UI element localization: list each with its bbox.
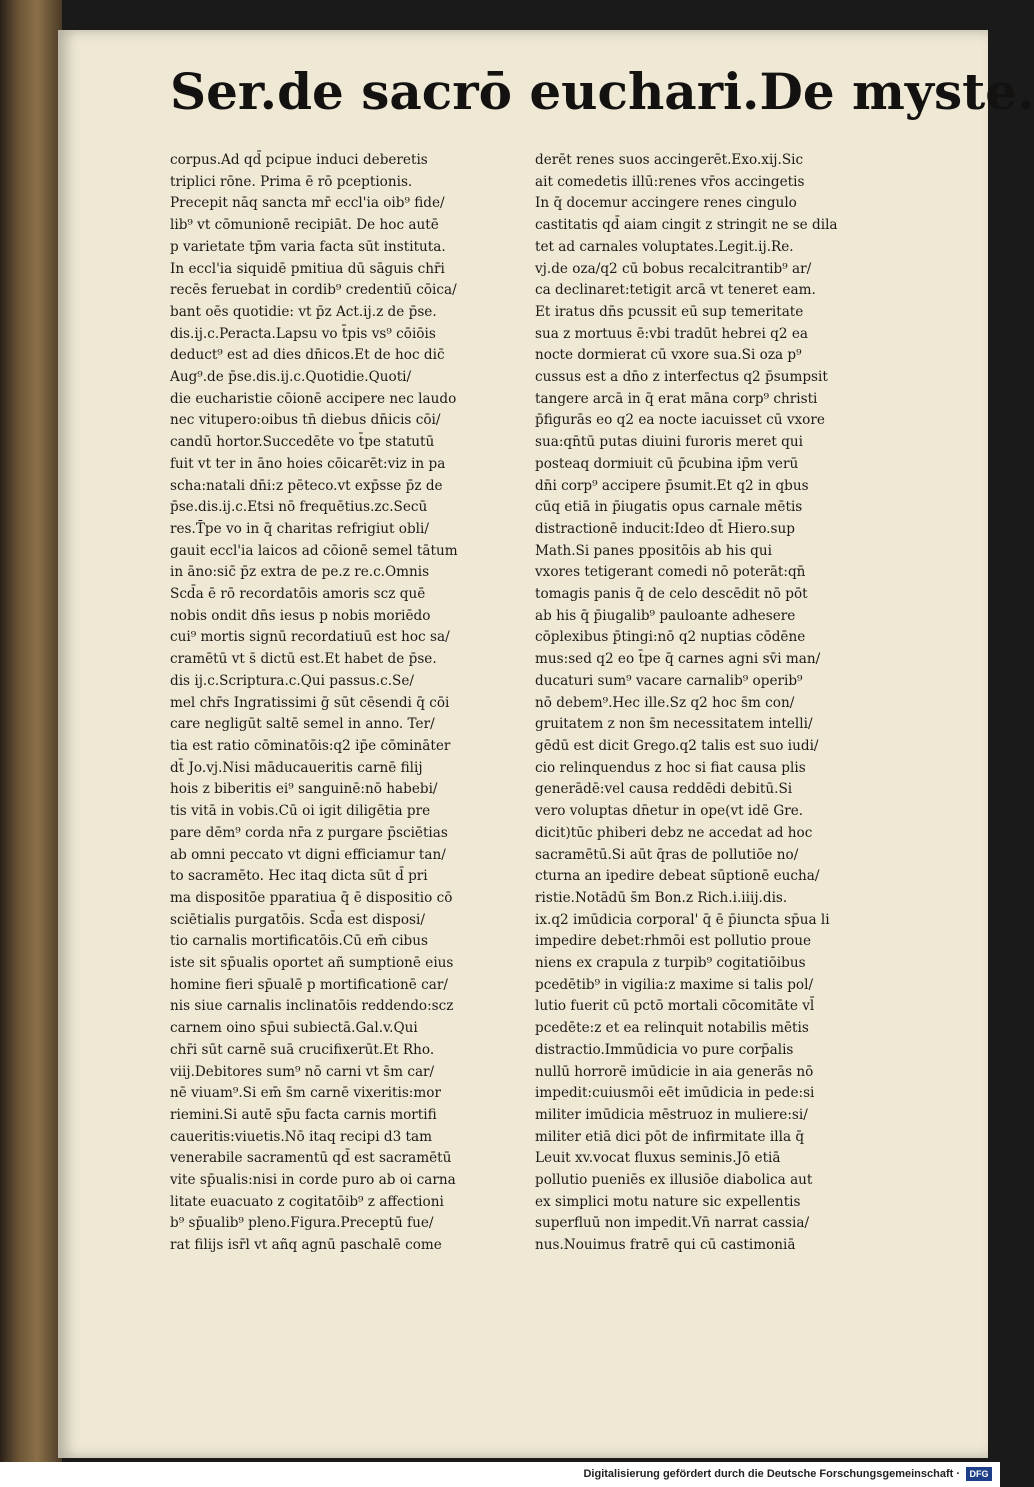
text-line: p̄se.dis.ij.c.Etsi nō frequētius.zc.Secū bbox=[170, 499, 428, 516]
text-line: homine fieri sp̄ualē p mortificationē car/ bbox=[170, 976, 448, 993]
text-line: sua z mortuus ē:vbi tradūt hebrei q2 ea bbox=[535, 325, 808, 342]
text-line: care negligūt saltē semel in anno. Ter/ bbox=[170, 716, 435, 733]
text-line: venerabile sacramentū qd̄ est sacramētū bbox=[170, 1150, 452, 1167]
text-line: rat filijs isr̄l vt añq agnū paschalē come bbox=[170, 1237, 442, 1254]
text-line: pcedēte:z et ea relinquit notabilis mētis bbox=[535, 1020, 809, 1037]
text-line: gēdū est dicit Grego.q2 talis est suo iudi/ bbox=[535, 737, 819, 754]
text-line: candū hortor.Succedēte vo t̄pe statutū bbox=[170, 434, 435, 451]
text-line: Et iratus dn̄s pcussit eū sup temeritate bbox=[535, 303, 804, 320]
text-line: militer etiā dici pōt de infirmitate illa q̄ bbox=[535, 1128, 805, 1145]
text-line: ait comedetis illū:renes vr̄os accingetis bbox=[535, 173, 805, 190]
text-line: ab his q̄ p̄iugalib⁹ pauloante adhesere bbox=[535, 607, 796, 624]
text-line: sciētialis purgatōis. Scd̄a est disposi/ bbox=[170, 911, 425, 928]
text-line: nobis ondit dn̄s iesus p nobis moriēdo bbox=[170, 607, 431, 624]
text-line: ex simplici motu nature sic expellentis bbox=[535, 1193, 801, 1210]
text-line: to sacramēto. Hec itaq dicta sūt d̄ pri bbox=[170, 868, 428, 885]
text-line: viij.Debitores sum⁹ nō carni vt s̄m car/ bbox=[170, 1063, 435, 1080]
text-line: gruitatem z non s̄m necessitatem intelli/ bbox=[535, 716, 813, 733]
text-line: cio relinquendus z hoc si fiat causa plis bbox=[535, 759, 806, 776]
text-line: dis ij.c.Scriptura.c.Qui passus.c.Se/ bbox=[170, 672, 414, 689]
running-title: Ser.de sacrō euchari.De myste. bbox=[170, 62, 1034, 121]
text-line: cōplexibus p̄tingi:nō q2 nuptias cōdēne bbox=[535, 629, 806, 646]
text-line: nullū horrorē imūdicie in aia generās nō bbox=[535, 1063, 814, 1080]
text-line: riemini.Si autē sp̄u facta carnis mortifi bbox=[170, 1106, 437, 1123]
text-line: triplici rōne. Prima ē rō pceptionis. bbox=[170, 173, 413, 190]
text-line: ix.q2 imūdicia corporal' q̄ ē p̄iuncta sp̄ua li bbox=[535, 911, 830, 928]
text-line: gauit eccl'ia laicos ad cōionē semel tātum bbox=[170, 542, 458, 559]
text-line: posteaq dormiuit cū p̄cubina ip̄m verū bbox=[535, 455, 799, 472]
text-line: vxores tetigerant comedi nō poterāt:qn̄ bbox=[535, 564, 806, 581]
text-line: ma dispositōe pparatiua q̄ ē dispositio cō bbox=[170, 889, 453, 906]
text-line: nus.Nouimus fratrē qui cū castimoniā bbox=[535, 1237, 796, 1254]
footer-bar bbox=[0, 1462, 1000, 1487]
text-line: deduct⁹ est ad dies dn̄icos.Et de hoc dic̄ bbox=[170, 347, 445, 364]
text-line: Leuit xv.vocat fluxus seminis.Jō etiā bbox=[535, 1150, 781, 1167]
text-line: in āno:sic̄ p̄z extra de pe.z re.c.Omnis bbox=[170, 564, 430, 581]
book-fore-edge bbox=[0, 0, 62, 1462]
text-line: p̄figurās eo q2 ea nocte iacuisset cū vxore bbox=[535, 412, 825, 429]
text-line: distractio.Immūdicia vo pure corp̄alis bbox=[535, 1041, 794, 1058]
text-line: recēs feruebat in cordib⁹ credentiū cōica/ bbox=[170, 282, 457, 299]
text-line: caueritis:viuetis.Nō itaq recipi d3 tam bbox=[170, 1128, 433, 1145]
text-line: nis siue carnalis inclinatōis reddendo:scz bbox=[170, 998, 454, 1015]
text-line: nē viuam⁹.Si em̄ s̄m carnē vixeritis:mor bbox=[170, 1085, 441, 1102]
text-line: nocte dormierat cū vxore sua.Si oza p⁹ bbox=[535, 347, 802, 364]
text-line: ca declinaret:tetigit arcā vt teneret eam. bbox=[535, 282, 816, 299]
text-line: Precepit nāq sancta mr̄ eccl'ia oib⁹ fide/ bbox=[170, 195, 445, 212]
text-column-right bbox=[535, 150, 900, 1254]
text-line: cussus est a dn̄o z interfectus q2 p̄sumpsit bbox=[535, 369, 828, 386]
text-line: dicit)tūc phiberi debz ne accedat ad hoc bbox=[535, 824, 813, 841]
text-line: ristie.Notādū s̄m Bon.z Rich.i.iiij.dis. bbox=[535, 889, 788, 906]
text-line: nec vitupero:oibus tn̄ diebus dn̄icis cōi/ bbox=[170, 412, 441, 429]
text-line: Math.Si panes ppositōis ab his qui bbox=[535, 542, 772, 559]
text-line: pollutio pueniēs ex illusiōe diabolica aut bbox=[535, 1172, 813, 1189]
text-line: vite sp̄ualis:nisi in corde puro ab oi carna bbox=[170, 1172, 456, 1189]
text-line: Scd̄a ē rō recordatōis amoris scz quē bbox=[170, 586, 426, 603]
text-line: tia est ratio cōminatōis:q2 ip̄e cōmināter bbox=[170, 737, 451, 754]
text-line: bant oēs quotidie: vt p̄z Act.ij.z de p̄se. bbox=[170, 303, 437, 320]
text-line: tis vitā in vobis.Cū oi igit diligētia pre bbox=[170, 803, 431, 820]
dfg-logo: DFG bbox=[966, 1467, 992, 1481]
text-line: dt̄ Jo.vj.Nisi māducaueritis carnē filij bbox=[170, 759, 423, 776]
text-line: tet ad carnales voluptates.Legit.ij.Re. bbox=[535, 238, 794, 255]
text-line: litate euacuato z cogitatōib⁹ z affectioni bbox=[170, 1193, 444, 1210]
text-line: chr̄i sūt carnē suā crucifixerūt.Et Rho. bbox=[170, 1041, 435, 1058]
text-line: vero voluptas dn̄etur in ope(vt idē Gre. bbox=[535, 803, 804, 820]
text-line: corpus.Ad qd̄ pcipue induci deberetis bbox=[170, 152, 428, 168]
text-line: militer imūdicia mēstruoz in muliere:si/ bbox=[535, 1106, 808, 1123]
text-line: superfluū non impedit.Vn̄ narrat cassia/ bbox=[535, 1215, 810, 1232]
text-line: Aug⁹.de p̄se.dis.ij.c.Quotidie.Quoti/ bbox=[170, 369, 412, 386]
funding-credit: Digitalisierung gefördert durch die Deutsche Forschungsgemeinschaft · bbox=[583, 1468, 960, 1480]
text-line: cturna an ipedire debeat sūptionē eucha/ bbox=[535, 868, 820, 885]
text-line: p varietate tp̄m varia facta sūt instituta. bbox=[170, 238, 446, 255]
text-line: die eucharistie cōionē accipere nec laudo bbox=[170, 390, 457, 407]
text-line: castitatis qd̄ aiam cingit z stringit ne se dila bbox=[535, 217, 838, 234]
text-line: impedire debet:rhmōi est pollutio proue bbox=[535, 933, 812, 950]
text-line: vj.de oza/q2 cū bobus recalcitrantib⁹ ar/ bbox=[535, 260, 812, 277]
text-line: niens ex crapula z turpib⁹ cogitatiōibus bbox=[535, 955, 806, 972]
text-line: scha:natali dn̄i:z pēteco.vt exp̄sse p̄z de bbox=[170, 477, 443, 494]
text-line: res.T̄pe vo in q̄ charitas refrigiut obli/ bbox=[170, 520, 429, 537]
text-line: cūq etiā in p̄iugatis opus carnale mētis bbox=[535, 499, 803, 516]
text-line: pcedētib⁹ in vigilia:z maxime si talis pol/ bbox=[535, 976, 814, 993]
text-line: mel chr̄s Ingratissimi ḡ sūt cēsendi q̄ cōi bbox=[170, 694, 450, 711]
text-line: dis.ij.c.Peracta.Lapsu vo t̄pis vs⁹ cōiōis bbox=[170, 325, 436, 342]
text-line: nō debem⁹.Hec ille.Sz q2 hoc s̄m con/ bbox=[535, 694, 795, 711]
text-line: fuit vt ter in āno hoies cōicarēt:viz in pa bbox=[170, 455, 446, 472]
text-line: impedit:cuiusmōi eēt imūdicia in pede:si bbox=[535, 1085, 815, 1102]
text-line: tomagis panis q̄ de celo descēdit nō pōt bbox=[535, 586, 808, 603]
text-line: iste sit sp̄ualis oportet añ sumptionē eius bbox=[170, 955, 454, 972]
text-line: tangere arcā in q̄ erat māna corp⁹ christi bbox=[535, 390, 818, 407]
text-line: sacramētū.Si aūt q̄ras de pollutiōe no/ bbox=[535, 846, 799, 863]
text-line: distractionē inducit:Ideo dt̄ Hiero.sup bbox=[535, 520, 795, 537]
text-line: cramētū vt s̄ dictū est.Et habet de p̄se. bbox=[170, 651, 437, 668]
text-line: ab omni peccato vt digni efficiamur tan/ bbox=[170, 846, 446, 863]
text-line: In q̄ docemur accingere renes cingulo bbox=[535, 195, 797, 212]
text-line: pare dēm⁹ corda nr̄a z purgare p̄sciētias bbox=[170, 824, 448, 841]
text-line: hois z biberitis ei⁹ sanguinē:nō habebi/ bbox=[170, 781, 438, 798]
text-line: cui⁹ mortis signū recordatiuū est hoc sa/ bbox=[170, 629, 450, 646]
text-line: carnem oino sp̄ui subiectā.Gal.v.Qui bbox=[170, 1020, 418, 1037]
text-line: lib⁹ vt cōmunionē recipiāt. De hoc autē bbox=[170, 217, 439, 234]
text-line: derēt renes suos accingerēt.Exo.xij.Sic bbox=[535, 152, 804, 168]
text-line: In eccl'ia siquidē pmitiua dū sāguis chr̄i bbox=[170, 260, 445, 277]
text-line: dn̄i corp⁹ accipere p̄sumit.Et q2 in qbus bbox=[535, 477, 809, 494]
text-line: tio carnalis mortificatōis.Cū em̄ cibus bbox=[170, 933, 428, 950]
text-line: sua:qn̄tū putas diuini furoris meret qui bbox=[535, 434, 803, 451]
text-line: ducaturi sum⁹ vacare carnalib⁹ operib⁹ bbox=[535, 672, 803, 689]
text-line: mus:sed q2 eo t̄pe q̄ carnes agni sv̄i man/ bbox=[535, 651, 821, 668]
text-line: lutio fuerit cū pctō mortali cōcomitāte vl̄ bbox=[535, 998, 815, 1015]
text-column-left bbox=[170, 150, 520, 1254]
text-line: generādē:vel causa reddēdi debitū.Si bbox=[535, 781, 793, 798]
text-line: b⁹ sp̄ualib⁹ pleno.Figura.Preceptū fue/ bbox=[170, 1215, 434, 1232]
